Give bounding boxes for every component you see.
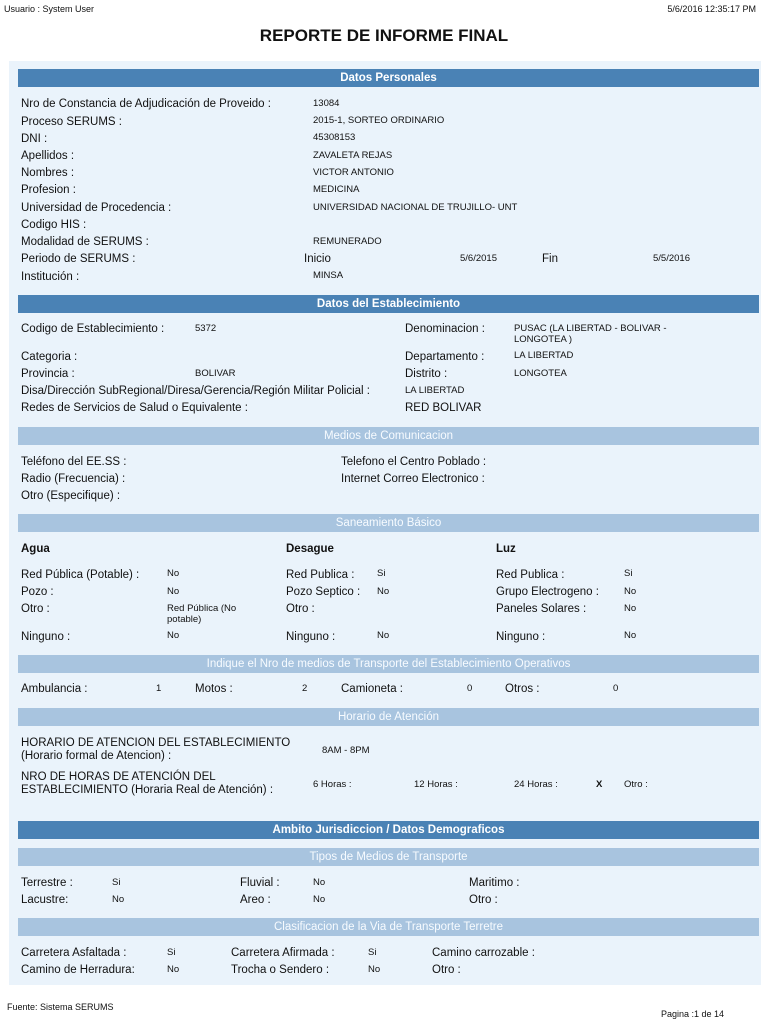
field-value: Si <box>624 568 633 579</box>
field-label: Nombres : <box>21 167 75 179</box>
field-label: (Horario formal de Atencion) : <box>21 750 172 762</box>
field-label: Pozo : <box>21 586 54 598</box>
field-label: Camino de Herradura: <box>21 964 135 976</box>
field-value: 0 <box>613 683 619 694</box>
field-label: Apellidos : <box>21 150 75 162</box>
section-datos-establecimiento: Datos del Establecimiento <box>18 295 759 313</box>
field-value: Red Pública (No potable) <box>167 603 237 625</box>
field-value: VICTOR ANTONIO <box>313 167 394 178</box>
field-label: Otro (Especifique) : <box>21 490 121 502</box>
field-value: LA LIBERTAD <box>514 350 574 361</box>
field-value: No <box>167 568 180 579</box>
field-label: 12 Horas : <box>414 779 458 790</box>
section-saneamiento: Saneamiento Básico <box>18 514 759 532</box>
section-horario-atencion: Horario de Atención <box>18 708 759 726</box>
column-header: Agua <box>21 543 50 555</box>
field-value: No <box>377 630 390 641</box>
field-label: Proceso SERUMS : <box>21 116 122 128</box>
field-label: Areo : <box>240 894 271 906</box>
field-label: Red Pública (Potable) : <box>21 569 140 581</box>
field-label: Radio (Frecuencia) : <box>21 473 126 485</box>
field-value: 5/5/2016 <box>653 253 690 264</box>
field-label: Maritimo : <box>469 877 520 889</box>
section-tipos-transporte: Tipos de Medios de Transporte <box>18 848 759 866</box>
field-label: Redes de Servicios de Salud o Equivalente : <box>21 402 248 414</box>
page-title: REPORTE DE INFORME FINAL <box>259 26 509 45</box>
field-label: Ambulancia : <box>21 683 88 695</box>
field-value: 5/6/2015 <box>460 253 497 264</box>
print-datetime: 5/6/2016 12:35:17 PM <box>667 4 756 14</box>
field-value: No <box>377 586 390 597</box>
field-label: Profesion : <box>21 184 76 196</box>
field-value: No <box>167 586 180 597</box>
field-value: 45308153 <box>313 132 356 143</box>
field-label: Camino carrozable : <box>432 947 535 959</box>
section-transporte-operativo: Indique el Nro de medios de Transporte del Establecimiento Operativos <box>18 655 759 673</box>
field-value: 0 <box>467 683 473 694</box>
field-label: NRO DE HORAS DE ATENCIÓN DEL <box>21 771 216 783</box>
user-label: Usuario : System User <box>4 4 95 14</box>
field-value: No <box>112 894 125 905</box>
field-label: Ninguno : <box>21 631 71 643</box>
field-label: Codigo HIS : <box>21 219 87 231</box>
field-value: PUSAC (LA LIBERTAD - BOLIVAR - LONGOTEA ) <box>514 323 667 345</box>
field-label: Teléfono del EE.SS : <box>21 456 127 468</box>
field-label: Institución : <box>21 271 80 283</box>
field-label: Carretera Afirmada : <box>231 947 335 959</box>
field-label: Disa/Dirección SubRegional/Diresa/Gerencia/Región Militar Policial : <box>21 385 370 397</box>
field-value: RED BOLIVAR <box>405 402 482 414</box>
field-label: Internet Correo Electronico : <box>341 473 485 485</box>
field-value: Si <box>167 947 176 958</box>
field-label: Otro : <box>21 603 50 615</box>
field-value: LA LIBERTAD <box>405 385 465 396</box>
field-value: No <box>167 630 180 641</box>
field-value: No <box>624 630 637 641</box>
field-label: Fluvial : <box>240 877 280 889</box>
field-label: Paneles Solares : <box>496 603 587 615</box>
page-number: Pagina :1 de 14 <box>660 1009 724 1019</box>
field-label: Denominacion : <box>405 323 485 335</box>
field-label: Departamento : <box>405 351 485 363</box>
field-label: Categoria : <box>21 351 78 363</box>
field-label: Otro : <box>469 894 498 906</box>
field-value: No <box>368 964 381 975</box>
field-label: Provincia : <box>21 368 75 380</box>
section-clasificacion-via: Clasificacion de la Via de Transporte Terretre <box>18 918 759 936</box>
field-label: 24 Horas : <box>514 779 558 790</box>
field-label: Pozo Septico : <box>286 586 361 598</box>
field-value: No <box>624 603 637 614</box>
field-label: Telefono el Centro Poblado : <box>341 456 487 468</box>
field-value: 8AM - 8PM <box>322 745 370 756</box>
field-value: Si <box>368 947 377 958</box>
field-value: No <box>313 894 326 905</box>
field-value: Si <box>112 877 121 888</box>
field-label: Otro : <box>624 779 648 790</box>
footer-source: Fuente: Sistema SERUMS <box>7 1002 114 1012</box>
field-label: Universidad de Procedencia : <box>21 202 172 214</box>
field-value: Si <box>377 568 386 579</box>
field-label: Periodo de SERUMS : <box>21 253 136 265</box>
field-value: MEDICINA <box>313 184 360 195</box>
field-value: BOLIVAR <box>195 368 236 379</box>
field-value: 13084 <box>313 98 340 109</box>
field-label: Carretera Asfaltada : <box>21 947 127 959</box>
section-datos-personales: Datos Personales <box>18 69 759 87</box>
field-label: HORARIO DE ATENCION DEL ESTABLECIMIENTO <box>21 737 291 749</box>
field-label: Lacustre: <box>21 894 69 906</box>
field-label: Trocha o Sendero : <box>231 964 330 976</box>
field-label: Red Publica : <box>496 569 565 581</box>
column-header: Desague <box>286 543 334 555</box>
field-value: 2 <box>302 683 308 694</box>
field-value: MINSA <box>313 270 344 281</box>
field-value: LONGOTEA <box>514 368 567 379</box>
field-label: Camioneta : <box>341 683 404 695</box>
field-label: Fin <box>542 253 558 265</box>
column-header: Luz <box>496 543 516 555</box>
field-label: Inicio <box>304 253 331 265</box>
field-label: Codigo de Establecimiento : <box>21 323 165 335</box>
field-label: Motos : <box>195 683 233 695</box>
field-value: 5372 <box>195 323 217 334</box>
field-label: Otro : <box>432 964 461 976</box>
field-label: Grupo Electrogeno : <box>496 586 599 598</box>
field-label: Otro : <box>286 603 315 615</box>
field-value: 1 <box>156 683 162 694</box>
section-ambito: Ambito Jurisdiccion / Datos Demograficos <box>18 821 759 839</box>
field-value: 2015-1, SORTEO ORDINARIO <box>313 115 445 126</box>
field-label: DNI : <box>21 133 48 145</box>
field-label: Otros : <box>505 683 540 695</box>
field-label: Terrestre : <box>21 877 73 889</box>
field-value: No <box>313 877 326 888</box>
field-value: ZAVALETA REJAS <box>313 150 393 161</box>
field-label: Modalidad de SERUMS : <box>21 236 149 248</box>
field-label: Ninguno : <box>286 631 336 643</box>
section-medios-comunicacion: Medios de Comunicacion <box>18 427 759 445</box>
field-value: UNIVERSIDAD NACIONAL DE TRUJILLO- UNT <box>313 202 518 213</box>
field-label: 6 Horas : <box>313 779 352 790</box>
field-value: No <box>167 964 180 975</box>
field-label: Distrito : <box>405 368 448 380</box>
field-value: REMUNERADO <box>313 236 382 247</box>
field-label: Ninguno : <box>496 631 546 643</box>
checkmark: X <box>596 779 603 790</box>
field-label: Nro de Constancia de Adjudicación de Proveido : <box>21 98 271 110</box>
field-label: ESTABLECIMIENTO (Horaria Real de Atención) : <box>21 784 274 796</box>
field-value: No <box>624 586 637 597</box>
field-label: Red Publica : <box>286 569 355 581</box>
